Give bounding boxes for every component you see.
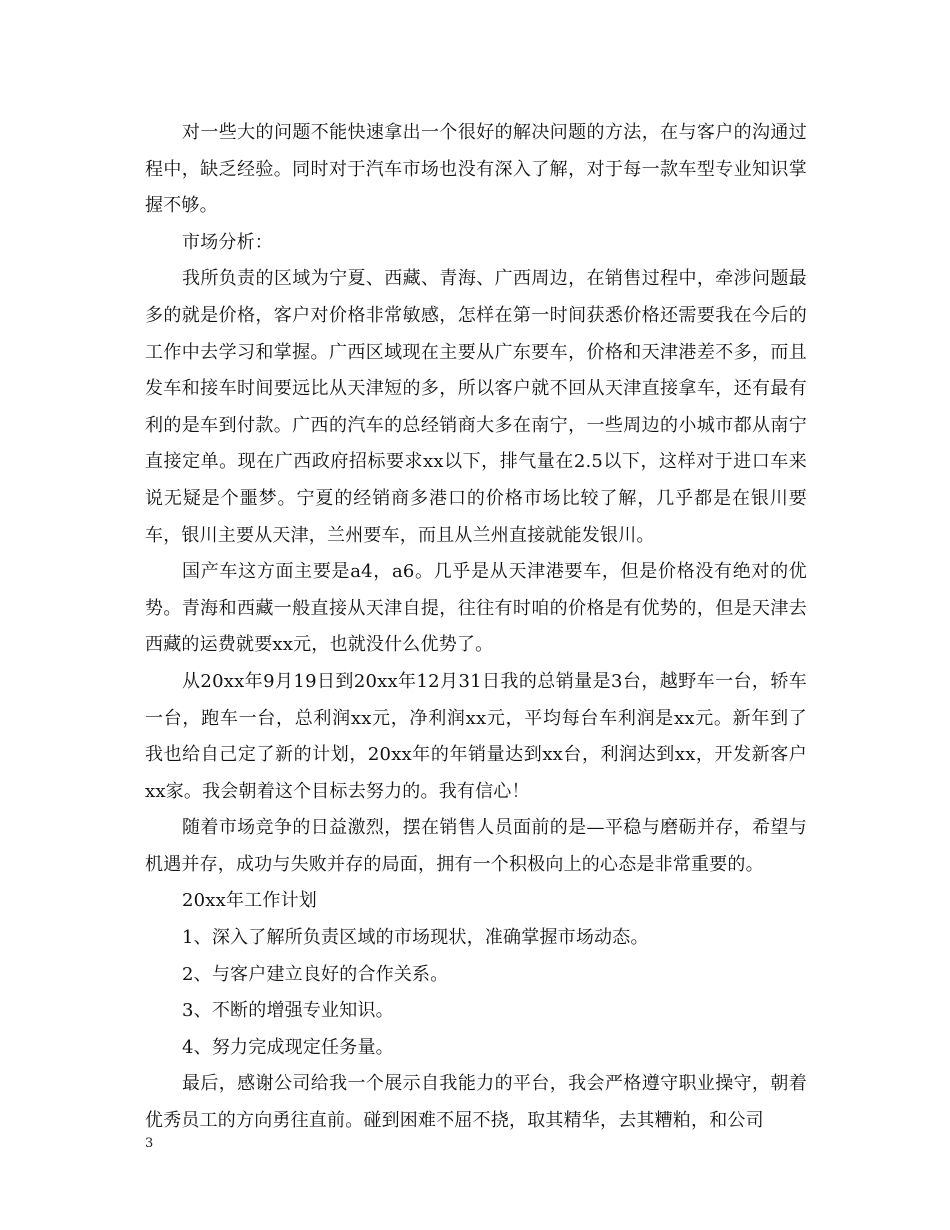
paragraph-problem-solving: 对一些大的问题不能快速拿出一个很好的解决问题的方法，在与客户的沟通过程中，缺乏经验。同时对于汽车市场也没有深入了解，对于每一款车型专业知识掌握不够。 [145, 122, 807, 217]
heading-market-analysis: 市场分析： [182, 231, 273, 253]
plan-item-2: 2、与客户建立良好的合作关系。 [182, 963, 449, 985]
paragraph-region-analysis: 我所负责的区域为宁夏、西藏、青海、广西周边，在销售过程中，牵涉问题最多的就是价格，客户对价格非常敏感，怎样在第一时间获悉价格还需要我在今后的工作中去学习和掌握。广西区域现在主要从广东要车，价格和天津港差不多，而且发车和接车时间要远比从天津短的多，所以客户就不回从天津直接拿车，还有最有利的是车到付款。广西的汽车的总经销商大多在南宁，一些周边的小城市都从南宁直接定单。现在广西政府招标要求xx以下，排气量在2.5以下，这样对于进口车来说无疑是个噩梦。宁夏的经销商多港口的价格市场比较了解，几乎都是在银川要车，银川主要从天津，兰州要车，而且从兰州直接就能发银川。 [145, 268, 807, 546]
page-number: 3 [145, 1136, 154, 1151]
plan-item-3: 3、不断的增强专业知识。 [182, 1000, 394, 1022]
plan-item-1: 1、深入了解所负责区域的市场现状，准确掌握市场动态。 [182, 927, 649, 949]
paragraph-domestic-cars: 国产车这方面主要是a4，a6。几乎是从天津港要车，但是价格没有绝对的优势。青海和西藏一般直接从天津自提，往往有时咱的价格是有优势的，但是天津去西藏的运费就要xx元，也就没什么优势了。 [145, 561, 807, 656]
plan-item-4: 4、努力完成现定任务量。 [182, 1036, 394, 1058]
paragraph-closing: 最后，感谢公司给我一个展示自我能力的平台，我会严格遵守职业操守，朝着优秀员工的方向勇往直前。碰到困难不屈不挠，取其精华，去其糟粕，和公司 [145, 1073, 807, 1132]
document-body [145, 115, 807, 1140]
paragraph-sales-summary: 从20xx年9月19日到20xx年12月31日我的总销量是3台，越野车一台，轿车一台，跑车一台，总利润xx元，净利润xx元，平均每台车利润是xx元。新年到了我也给自己定了新的计划，20xx年的年销量达到xx台，利润达到xx，开发新客户xx家。我会朝着这个目标去努力的。我有信心！ [145, 670, 807, 802]
paragraph-competition: 随着市场竞争的日益激烈，摆在销售人员面前的是—平稳与磨砺并存，希望与机遇并存，成功与失败并存的局面，拥有一个积极向上的心态是非常重要的。 [145, 817, 807, 875]
heading-work-plan: 20xx年工作计划 [182, 890, 318, 912]
